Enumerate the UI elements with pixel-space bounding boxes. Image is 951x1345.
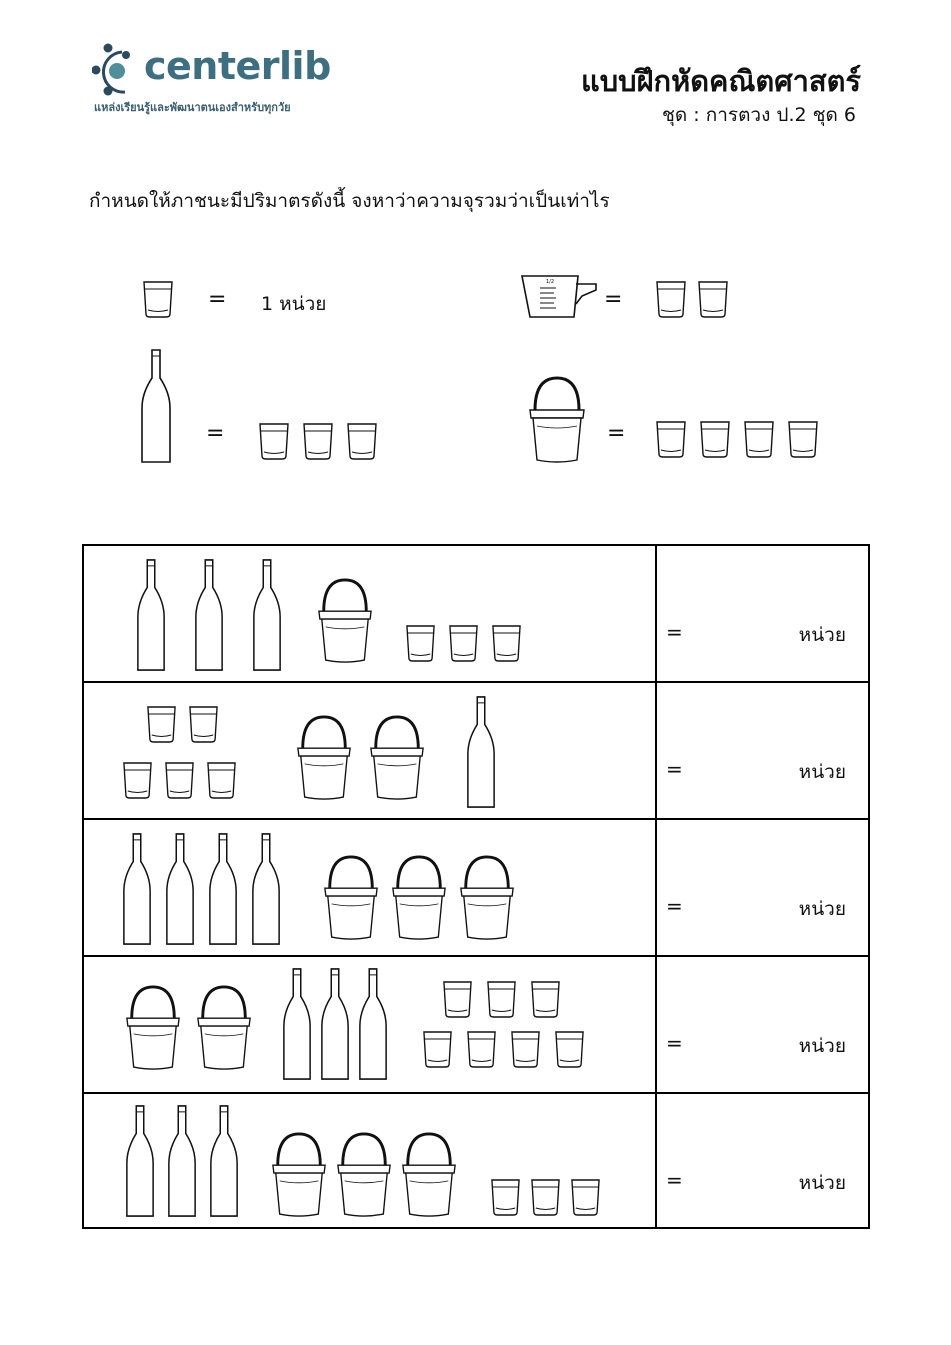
exercise-2-pictures [84, 683, 657, 818]
glass-icon [442, 980, 473, 1018]
glass-icon [743, 420, 775, 458]
bucket-icon [270, 1132, 328, 1218]
bucket-icon [322, 855, 380, 941]
bottle-icon [282, 967, 312, 1081]
glass-icon [554, 1030, 585, 1068]
glass-icon [466, 1030, 497, 1068]
bottle-icon [165, 832, 195, 946]
glass-icon [346, 422, 378, 460]
exercise-1-equals: = [666, 620, 683, 644]
exercise-4-pictures [84, 957, 657, 1092]
exercise-table [82, 544, 870, 1229]
exercise-1-answer [657, 546, 868, 681]
glass-icon [302, 422, 334, 460]
exercise-2-unit: หน่วย [798, 761, 846, 783]
exercise-row-1 [84, 546, 868, 683]
worksheet-subtitle: ชุด : การตวง ป.2 ชุด 6 [661, 104, 856, 126]
legend-bucket-equals: = [607, 421, 626, 446]
bottle-icon [209, 1104, 239, 1218]
exercise-5-pictures [84, 1094, 657, 1229]
brand-name: centerlib [144, 44, 331, 88]
bottle-icon [125, 1104, 155, 1218]
bottle-icon [358, 967, 388, 1081]
bottle-icon [136, 558, 166, 672]
bottle-icon [140, 348, 172, 464]
glass-icon [188, 705, 219, 743]
exercise-4-equals: = [666, 1031, 683, 1055]
brand-tagline: แหล่งเรียนรู้และพัฒนาตนเองสำหรับทุกวัย [94, 101, 291, 114]
bucket-icon [195, 985, 253, 1071]
bucket-icon [400, 1132, 458, 1218]
measuring-cup-icon [520, 274, 598, 320]
glass-icon [655, 280, 687, 318]
bucket-icon [458, 855, 516, 941]
bottle-icon [251, 832, 281, 946]
exercise-row-2 [84, 683, 868, 820]
glass-icon [510, 1030, 541, 1068]
glass-icon [697, 280, 729, 318]
glass-icon [146, 705, 177, 743]
exercise-5-unit: หน่วย [798, 1172, 846, 1194]
glass-icon [490, 1178, 521, 1216]
bottle-icon [122, 832, 152, 946]
bucket-icon [295, 715, 353, 801]
glass-icon [258, 422, 290, 460]
glass-icon [699, 420, 731, 458]
bucket-icon [527, 376, 587, 464]
exercise-2-answer [657, 683, 868, 818]
bottle-icon [252, 558, 282, 672]
glass-icon [405, 624, 436, 662]
glass-icon [448, 624, 479, 662]
exercise-4-unit: หน่วย [798, 1035, 846, 1057]
exercise-3-pictures [84, 820, 657, 955]
exercise-row-3 [84, 820, 868, 957]
exercise-3-equals: = [666, 894, 683, 918]
bucket-icon [124, 985, 182, 1071]
exercise-4-answer [657, 957, 868, 1092]
exercise-3-answer [657, 820, 868, 955]
legend-cup-equals: = [604, 287, 623, 312]
legend-bottle-equals: = [206, 421, 225, 446]
logo-mark-icon [92, 40, 144, 96]
glass-icon [142, 280, 174, 318]
glass-icon [491, 624, 522, 662]
bucket-icon [335, 1132, 393, 1218]
legend-glass-value: 1 หน่วย [261, 293, 327, 315]
glass-icon [570, 1178, 601, 1216]
exercise-1-unit: หน่วย [798, 624, 846, 646]
glass-icon [422, 1030, 453, 1068]
bottle-icon [208, 832, 238, 946]
bucket-icon [390, 855, 448, 941]
exercise-5-equals: = [666, 1168, 683, 1192]
glass-icon [206, 761, 237, 799]
glass-icon [164, 761, 195, 799]
bottle-icon [167, 1104, 197, 1218]
glass-icon [530, 980, 561, 1018]
exercise-1-pictures [84, 546, 657, 681]
glass-icon [122, 761, 153, 799]
exercise-row-4 [84, 957, 868, 1094]
bottle-icon [320, 967, 350, 1081]
exercise-row-5 [84, 1094, 868, 1229]
bucket-icon [368, 715, 426, 801]
exercise-5-answer [657, 1094, 868, 1229]
cup-mark: 1/2 [546, 279, 555, 285]
glass-icon [486, 980, 517, 1018]
bucket-icon [316, 578, 374, 664]
worksheet-title: แบบฝึกหัดคณิตศาสตร์ [581, 64, 861, 98]
exercise-3-unit: หน่วย [798, 898, 846, 920]
bottle-icon [194, 558, 224, 672]
glass-icon [787, 420, 819, 458]
instruction-text: กำหนดให้ภาชนะมีปริมาตรดังนี้ จงหาว่าความจุรวมว่าเป็นเท่าไร [89, 190, 610, 212]
glass-icon [655, 420, 687, 458]
exercise-2-equals: = [666, 757, 683, 781]
glass-icon [530, 1178, 561, 1216]
legend-glass-equals: = [208, 287, 227, 312]
bottle-icon [466, 695, 496, 809]
